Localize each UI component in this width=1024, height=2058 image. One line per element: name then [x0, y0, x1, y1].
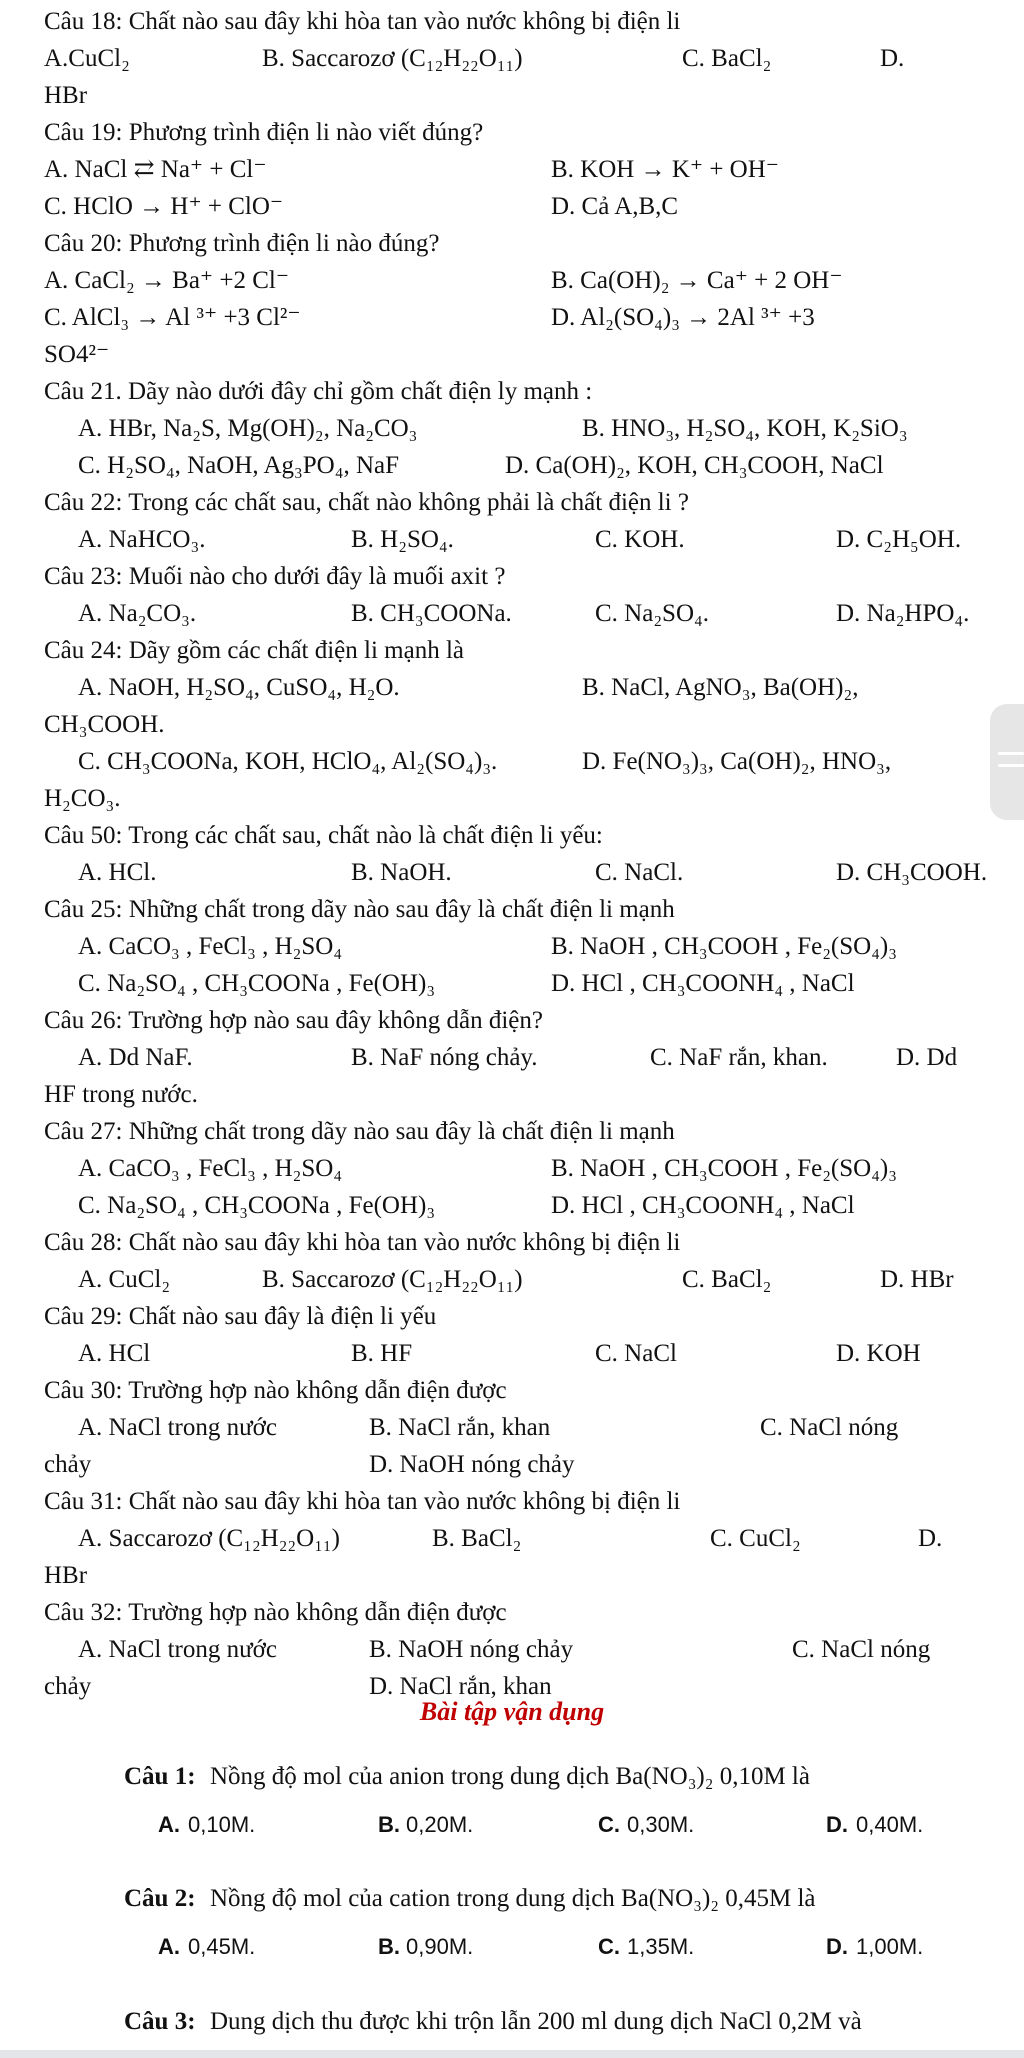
question-text: A.CuCl₂: [44, 45, 130, 72]
question-text: D. NaOH nóng chảy: [369, 1451, 575, 1478]
question-text: A. Dd NaF.: [78, 1044, 193, 1071]
question-line: [0, 1593, 1024, 1633]
question-line: [0, 816, 1024, 856]
question-text: D. Al₂(SO₄)₃ → 2Al ³⁺ +3: [551, 304, 815, 331]
question-text: C. BaCl₂: [682, 45, 772, 72]
question-text: B. NaOH.: [351, 859, 452, 886]
question-line: [0, 187, 1024, 227]
question-text: B. KOH → K⁺ + OH⁻: [551, 156, 779, 183]
question-text: HBr: [44, 82, 88, 109]
question-text: Câu 21. Dãy nào dưới đây chỉ gồm chất điện ly mạnh :: [44, 378, 593, 405]
practice-line: [0, 1879, 1024, 1919]
question-line: [0, 1186, 1024, 1226]
question-text: D. C₂H₅OH.: [836, 526, 962, 553]
question-text: A. NaCl trong nước: [78, 1414, 277, 1441]
question-text: B. HNO₃, H₂SO₄, KOH, K₂SiO₃: [582, 415, 908, 442]
question-text: Câu 32: Trường hợp nào không dẫn điện được: [44, 1599, 507, 1626]
question-text: D. Ca(OH)₂, KOH, CH₃COOH, NaCl: [505, 452, 884, 479]
question-line: [0, 520, 1024, 560]
question-text: B. NaOH nóng chảy: [369, 1636, 574, 1663]
question-text: C. CuCl₂: [710, 1525, 801, 1552]
scroll-handle[interactable]: [990, 704, 1024, 820]
question-line: [0, 742, 1024, 782]
question-line: [0, 1297, 1024, 1337]
question-line: [0, 779, 1024, 819]
question-line: [0, 1001, 1024, 1041]
question-text: D.: [918, 1525, 943, 1552]
question-text: D. HCl , CH₃COONH₄ , NaCl: [551, 1192, 855, 1219]
question-text: SO4²⁻: [44, 341, 110, 368]
question-text: HBr: [44, 1562, 88, 1589]
question-text: Câu 19: Phương trình điện li nào viết đúng?: [44, 119, 484, 146]
bottom-edge: [0, 2050, 1024, 2058]
question-text: Câu 26: Trường hợp nào sau đây không dẫn điện?: [44, 1007, 543, 1034]
question-line: [0, 631, 1024, 671]
question-text: H₂CO₃.: [44, 785, 121, 812]
question-text: D.: [880, 45, 905, 72]
practice-text: C.: [598, 1812, 620, 1837]
question-line: [0, 1149, 1024, 1189]
question-line: [0, 76, 1024, 116]
question-text: B. HF: [351, 1340, 413, 1367]
question-text: D. HBr: [880, 1266, 954, 1293]
question-line: [0, 1260, 1024, 1300]
question-text: B. NaCl rắn, khan: [369, 1414, 551, 1441]
question-line: [0, 1408, 1024, 1448]
practice-line: [0, 1927, 1024, 1967]
question-line: [0, 964, 1024, 1004]
practice-text: 0,40M.: [856, 1812, 924, 1837]
practice-text: C.: [598, 1934, 620, 1959]
question-line: [0, 1334, 1024, 1374]
question-text: B. BaCl₂: [432, 1525, 522, 1552]
question-text: A. HCl.: [78, 859, 157, 886]
question-text: Câu 28: Chất nào sau đây khi hòa tan vào nước không bị điện li: [44, 1229, 681, 1256]
question-text: C. NaCl.: [595, 859, 684, 886]
question-text: D. Cả A,B,C: [551, 193, 679, 220]
question-text: B. H₂SO₄.: [351, 526, 454, 553]
question-line: [0, 1112, 1024, 1152]
question-line: [0, 557, 1024, 597]
question-text: C. Na₂SO₄ , CH₃COONa , Fe(OH)₃: [78, 970, 436, 997]
question-line: [0, 1038, 1024, 1078]
question-line: [0, 890, 1024, 930]
question-text: Câu 20: Phương trình điện li nào đúng?: [44, 230, 440, 257]
question-text: C. NaF rắn, khan.: [650, 1044, 828, 1071]
question-text: B. NaCl, AgNO₃, Ba(OH)₂,: [582, 674, 859, 701]
question-line: [0, 1556, 1024, 1596]
question-text: C. NaCl nóng: [792, 1636, 931, 1663]
question-line: [0, 372, 1024, 412]
question-line: [0, 594, 1024, 634]
question-text: C. Na₂SO₄.: [595, 600, 709, 627]
practice-text: 0,90M.: [406, 1934, 474, 1959]
question-line: [0, 409, 1024, 449]
question-text: Câu 31: Chất nào sau đây khi hòa tan vào nước không bị điện li: [44, 1488, 681, 1515]
question-text: Câu 22: Trong các chất sau, chất nào không phải là chất điện li ?: [44, 489, 689, 516]
question-text: A. NaHCO₃.: [78, 526, 206, 553]
question-text: B. CH₃COONa.: [351, 600, 512, 627]
question-text: chảy: [44, 1451, 92, 1478]
question-line: [0, 927, 1024, 967]
question-text: C. H₂SO₄, NaOH, Ag₃PO₄, NaF: [78, 452, 399, 479]
question-text: C. NaCl nóng: [760, 1414, 899, 1441]
practice-text: Nồng độ mol của anion trong dung dịch Ba(NO₃)₂ 0,10M là: [210, 1763, 810, 1790]
question-text: Câu 29: Chất nào sau đây là điện li yếu: [44, 1303, 437, 1330]
question-text: A. NaOH, H₂SO₄, CuSO₄, H₂O.: [78, 674, 400, 701]
practice-text: 0,45M.: [188, 1934, 256, 1959]
question-text: A. CaCO₃ , FeCl₃ , H₂SO₄: [78, 933, 343, 960]
question-text: HF trong nước.: [44, 1081, 198, 1108]
practice-text: D.: [826, 1934, 848, 1959]
question-line: [0, 298, 1024, 338]
question-text: chảy: [44, 1673, 92, 1700]
question-text: B. Saccarozơ (C₁₂H₂₂O₁₁): [262, 45, 523, 72]
question-text: D. KOH: [836, 1340, 921, 1367]
question-line: [0, 705, 1024, 745]
question-text: B. NaOH , CH₃COOH , Fe₂(SO₄)₃: [551, 933, 897, 960]
practice-text: Câu 1:: [124, 1763, 196, 1790]
question-line: [0, 261, 1024, 301]
question-text: D. Dd: [896, 1044, 958, 1071]
question-text: D. CH₃COOH.: [836, 859, 988, 886]
question-text: A. Na₂CO₃.: [78, 600, 197, 627]
question-text: Câu 18: Chất nào sau đây khi hòa tan vào nước không bị điện li: [44, 8, 681, 35]
question-text: A. CaCl₂ → Ba⁺ +2 Cl⁻: [44, 267, 290, 294]
question-text: B. NaF nóng chảy.: [351, 1044, 538, 1071]
practice-text: B.: [378, 1934, 400, 1959]
question-text: C. AlCl₃ → Al ³⁺ +3 Cl²⁻: [44, 304, 301, 331]
question-text: C. HClO → H⁺ + ClO⁻: [44, 193, 284, 220]
question-line: [0, 2, 1024, 42]
practice-text: A.: [158, 1812, 180, 1837]
question-text: A. NaCl ⇄ Na⁺ + Cl⁻: [44, 156, 267, 183]
practice-text: Dung dịch thu được khi trộn lẫn 200 ml dung dịch NaCl 0,2M và: [210, 2008, 862, 2035]
question-line: [0, 150, 1024, 190]
question-text: Câu 30: Trường hợp nào không dẫn điện được: [44, 1377, 507, 1404]
practice-line: [0, 1805, 1024, 1845]
question-text: D. NaCl rắn, khan: [369, 1673, 552, 1700]
practice-text: A.: [158, 1934, 180, 1959]
practice-text: 1,35M.: [627, 1934, 695, 1959]
question-line: [0, 483, 1024, 523]
practice-text: Nồng độ mol của cation trong dung dịch Ba(NO₃)₂ 0,45M là: [210, 1885, 816, 1912]
question-text: A. CaCO₃ , FeCl₃ , H₂SO₄: [78, 1155, 343, 1182]
question-line: [0, 335, 1024, 375]
question-text: Câu 23: Muối nào cho dưới đây là muối axit ?: [44, 563, 506, 590]
practice-text: 1,00M.: [856, 1934, 924, 1959]
question-line: [0, 39, 1024, 79]
question-text: C. KOH.: [595, 526, 685, 553]
section-heading: Bài tập vận dụng: [419, 1697, 605, 1726]
practice-line: [0, 2002, 1024, 2042]
question-text: A. HCl: [78, 1340, 151, 1367]
practice-text: Câu 3:: [124, 2008, 196, 2035]
practice-text: Câu 2:: [124, 1885, 196, 1912]
question-text: A. CuCl₂: [78, 1266, 171, 1293]
question-text: Câu 24: Dãy gồm các chất điện li mạnh là: [44, 637, 465, 664]
question-text: B. Saccarozơ (C₁₂H₂₂O₁₁): [262, 1266, 523, 1293]
question-line: [0, 113, 1024, 153]
question-text: A. HBr, Na₂S, Mg(OH)₂, Na₂CO₃: [78, 415, 418, 442]
question-text: C. NaCl: [595, 1340, 677, 1367]
question-line: [0, 1482, 1024, 1522]
question-text: C. Na₂SO₄ , CH₃COONa , Fe(OH)₃: [78, 1192, 436, 1219]
question-line: [0, 446, 1024, 486]
practice-line: [0, 1757, 1024, 1797]
practice-text: 0,20M.: [406, 1812, 474, 1837]
question-text: D. Na₂HPO₄.: [836, 600, 970, 627]
practice-text: B.: [378, 1812, 400, 1837]
question-line: [0, 668, 1024, 708]
question-text: Câu 27: Những chất trong dãy nào sau đây là chất điện li mạnh: [44, 1118, 675, 1145]
question-line: [0, 1630, 1024, 1670]
question-text: Câu 50: Trong các chất sau, chất nào là chất điện li yếu:: [44, 822, 603, 849]
question-text: B. NaOH , CH₃COOH , Fe₂(SO₄)₃: [551, 1155, 897, 1182]
question-line: [0, 1445, 1024, 1485]
question-text: C. BaCl₂: [682, 1266, 772, 1293]
practice-text: 0,30M.: [627, 1812, 695, 1837]
question-text: D. HCl , CH₃COONH₄ , NaCl: [551, 970, 855, 997]
question-text: CH₃COOH.: [44, 711, 165, 738]
question-line: [0, 1075, 1024, 1115]
question-line: [0, 1519, 1024, 1559]
practice-text: D.: [826, 1812, 848, 1837]
question-text: C. CH₃COONa, KOH, HClO₄, Al₂(SO₄)₃.: [78, 748, 498, 775]
practice-text: 0,10M.: [188, 1812, 256, 1837]
question-line: [0, 224, 1024, 264]
question-line: [0, 853, 1024, 893]
question-line: [0, 1371, 1024, 1411]
question-text: A. Saccarozơ (C₁₂H₂₂O₁₁): [78, 1525, 340, 1552]
question-text: A. NaCl trong nước: [78, 1636, 277, 1663]
question-text: D. Fe(NO₃)₃, Ca(OH)₂, HNO₃,: [582, 748, 892, 775]
question-line: [0, 1223, 1024, 1263]
question-text: B. Ca(OH)₂ → Ca⁺ + 2 OH⁻: [551, 267, 843, 294]
question-text: Câu 25: Những chất trong dãy nào sau đây là chất điện li mạnh: [44, 896, 675, 923]
